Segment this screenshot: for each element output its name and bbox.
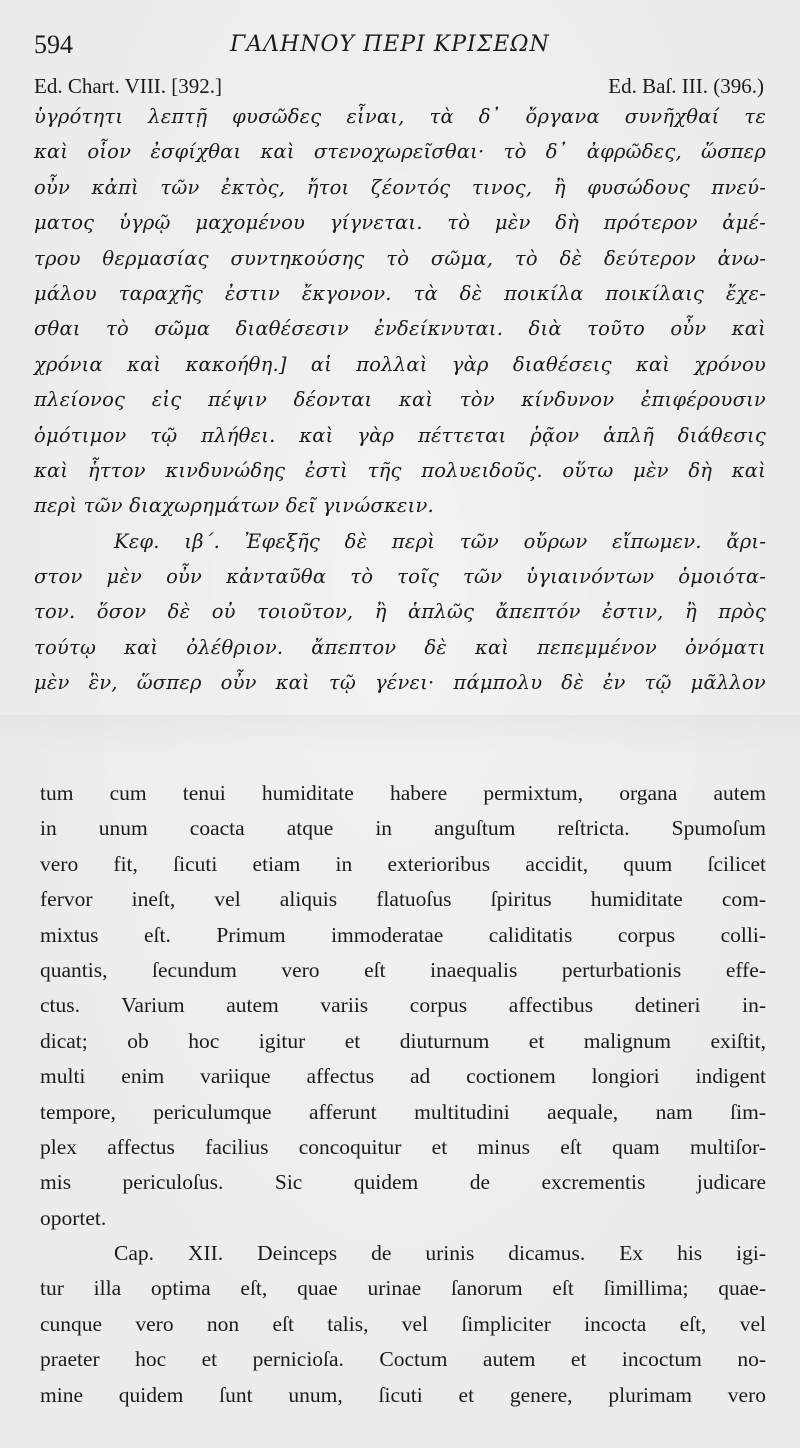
running-head: ΓΑΛΗΝΟΥ ΠΕΡΙ ΚΡΙΣΕΩΝ xyxy=(230,32,550,57)
latin-line: in unum coacta atque in anguſtum reſtricta. Spumoſum xyxy=(40,816,766,841)
latin-line: multi enim variique affectus ad coctionem longiori indigent xyxy=(40,1064,766,1089)
greek-line: μὲν ἓν, ὥσπερ οὖν καὶ τῷ γένει· πάμπολυ δὲ ἐν τῷ μᾶλλον xyxy=(34,671,766,695)
greek-line: ὁμότιμον τῷ πλήθει. καὶ γὰρ πέττεται ῥᾷον ἁπλῆ διάθεσις xyxy=(34,423,766,447)
latin-line: plex affectus facilius concoquitur et minus eſt quam multiſor- xyxy=(40,1134,766,1159)
latin-line: fervor ineſt, vel aliquis flatuoſus ſpiritus humiditate com- xyxy=(40,887,766,912)
greek-line: οὖν κἀπὶ τῶν ἐκτὸς, ἤτοι ζέοντός τινος, ἢ φυσώδους πνεύ- xyxy=(34,175,766,199)
greek-line: καὶ ἧττον κινδυνώδης ἐστὶ τῆς πολυειδοῦς. οὕτω μὲν δὴ καὶ xyxy=(34,458,766,482)
edition-basel-reference: Ed. Baſ. III. (396.) xyxy=(608,74,764,98)
greek-line: στον μὲν οὖν κἀνταῦθα τὸ τοῖς τῶν ὑγιαινόντων ὁμοιότα- xyxy=(34,565,766,589)
latin-line: dicat; ob hoc igitur et diuturnum et malignum exiſtit, xyxy=(40,1028,766,1053)
greek-line: πλείονος εἰς πέψιν δέονται καὶ τὸν κίνδυνον ἐπιφέρουσιν xyxy=(34,388,766,412)
greek-line: σθαι τὸ σῶμα διαθέσεσιν ἐνδείκνυται. διὰ τοῦτο οὖν καὶ xyxy=(34,317,766,341)
latin-text-block xyxy=(40,776,766,1413)
latin-line: praeter hoc et pernicioſa. Coctum autem et incoctum no- xyxy=(40,1347,766,1372)
edition-chart-reference: Ed. Chart. VIII. [392.] xyxy=(34,74,222,98)
greek-line: τρου θερμασίας συντηκούσης τὸ σῶμα, τὸ δὲ δεύτερον ἀνω- xyxy=(34,246,766,270)
greek-text-block xyxy=(34,99,766,701)
latin-line: ctus. Varium autem variis corpus affectibus detineri in- xyxy=(40,993,766,1018)
latin-line: mixtus eſt. Primum immoderatae caliditatis corpus colli- xyxy=(40,922,766,947)
greek-line: ματος ὑγρῷ μαχομένου γίγνεται. τὸ μὲν δὴ πρότερον ἀμέ- xyxy=(34,211,766,235)
greek-line: μάλου ταραχῆς ἐστιν ἔκγονον. τὰ δὲ ποικίλα ποικίλαις ἔχε- xyxy=(34,281,766,305)
latin-line: vero fit, ſicuti etiam in exterioribus accidit, quum ſcilicet xyxy=(40,851,766,876)
page-bleed-through xyxy=(0,715,800,755)
latin-chapter-heading-line: Cap. XII. Deinceps de urinis dicamus. Ex his igi- xyxy=(114,1241,766,1266)
page-number: 594 xyxy=(34,30,73,59)
latin-line: quantis, ſecundum vero eſt inaequalis perturbationis effe- xyxy=(40,957,766,982)
latin-line: tempore, periculumque afferunt multitudini aequale, nam ſim- xyxy=(40,1099,766,1124)
greek-line: ὑγρότητι λεπτῇ φυσῶδες εἶναι, τὰ δ᾿ ὄργανα συνῆχθαί τε xyxy=(34,105,766,128)
greek-chapter-heading-line: Κεφ. ιβ΄. Ἐφεξῆς δὲ περὶ τῶν οὔρων εἴπωμεν. ἄρι- xyxy=(114,529,766,553)
latin-line: cunque vero non eſt talis, vel ſimpliciter incocta eſt, vel xyxy=(40,1311,766,1336)
greek-line: χρόνια καὶ κακοήθη.] αἱ πολλαὶ γὰρ διαθέσεις καὶ χρόνου xyxy=(34,352,766,376)
latin-line: mine quidem ſunt unum, ſicuti et genere, plurimam vero xyxy=(40,1382,766,1407)
latin-line: tur illa optima eſt, quae urinae ſanorum eſt ſimillima; quae- xyxy=(40,1276,766,1301)
greek-line: τον. ὅσον δὲ οὐ τοιοῦτον, ἢ ἁπλῶς ἄπεπτόν ἐστιν, ἢ πρὸς xyxy=(34,600,766,624)
greek-line: τούτῳ καὶ ὀλέθριον. ἄπεπτον δὲ καὶ πεπεμμένον ὀνόματι xyxy=(34,635,766,659)
greek-line: καὶ οἷον ἐσφίχθαι καὶ στενοχωρεῖσθαι· τὸ δ᾿ ἀφρῶδες, ὥσπερ xyxy=(34,140,766,164)
latin-line: oportet. xyxy=(40,1205,107,1230)
latin-line: mis periculoſus. Sic quidem de excrementis judicare xyxy=(40,1170,766,1195)
latin-line: tum cum tenui humiditate habere permixtum, organa autem xyxy=(40,781,766,805)
greek-line: περὶ τῶν διαχωρημάτων δεῖ γινώσκειν. xyxy=(34,494,434,518)
